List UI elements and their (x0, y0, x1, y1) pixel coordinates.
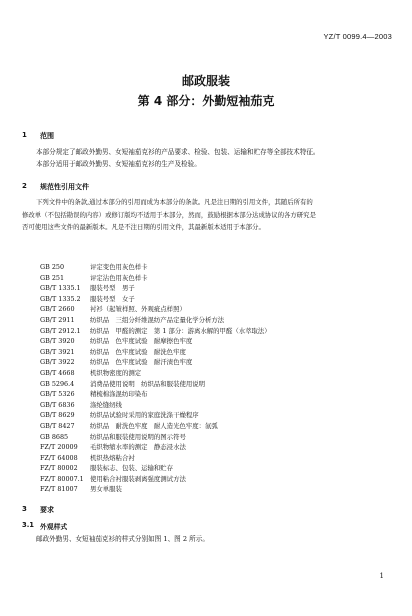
section-1-body (22, 146, 386, 170)
reference-code: GB/T 4668 (40, 368, 75, 377)
reference-item (40, 410, 380, 421)
reference-title: 纺织品 三组分纤维混纺产品定量化学分析方法 (90, 315, 225, 324)
reference-item (40, 368, 380, 379)
reference-code: GB/T 8629 (40, 411, 75, 420)
reference-title: 纺织品 甲醛的测定 第 1 部分：游离水解的甲醛（水萃取法） (90, 326, 271, 335)
reference-item (40, 442, 380, 453)
paragraph: 邮政外勤男、女短袖茄克衫的样式分别如图 1、图 2 所示。 (36, 535, 209, 543)
reference-code: GB 250 (40, 263, 65, 271)
reference-item (40, 326, 380, 337)
reference-code: GB/T 8427 (40, 421, 75, 430)
reference-code: FZ/T 80007.1 (40, 474, 84, 483)
reference-title: 纺织品和服装使用说明的图示符号 (90, 432, 186, 441)
reference-title: 纺织品 色牢度试验 耐洗色牢度 (90, 347, 186, 356)
reference-title: 毛织物缩水率的测定 静态浸水法 (90, 443, 186, 452)
reference-item (40, 484, 380, 495)
reference-item (40, 400, 380, 411)
subsection-number: 3.1 (22, 521, 35, 529)
reference-title: 纺织品 色牢度试验 耐摩擦色牢度 (90, 337, 193, 346)
section-number: 1 (22, 131, 27, 139)
reference-title: 衬衫（起皱样照、外观疵点样照） (90, 305, 186, 314)
section-3-heading (22, 505, 54, 515)
paragraph-line: 否可使用这些文件的最新版本。凡是不注日期的引用文件，其最新版本适用于本部分。 (22, 223, 265, 231)
paragraph-line: 下列文件中的条款,通过本部分的引用而成为本部分的条款。凡是注日期的引用文件，其随后所有的 (36, 198, 313, 206)
reference-title: 服装号型 男子 (90, 284, 135, 293)
reference-title: 机织热熔粘合衬 (90, 453, 135, 462)
document-subtitle: 第 4 部分：外勤短袖茄克 (137, 94, 275, 108)
reference-item (40, 453, 380, 464)
page-number: 1 (379, 572, 384, 580)
reference-item (40, 347, 380, 358)
reference-title: 使用粘合衬服装剥离强度测试方法 (90, 474, 186, 483)
reference-code: FZ/T 81007 (40, 485, 78, 494)
reference-title: 服装号型 女子 (90, 294, 135, 303)
reference-item (40, 474, 380, 485)
reference-item (40, 421, 380, 432)
reference-code: GB 5296.4 (40, 379, 75, 388)
reference-list (40, 262, 380, 495)
reference-code: GB/T 6836 (40, 400, 75, 409)
subsection-3-1-heading (22, 521, 67, 531)
reference-code: GB/T 1335.1 (40, 284, 81, 293)
reference-code: GB 251 (40, 273, 65, 282)
reference-code: GB/T 3921 (40, 347, 75, 356)
reference-title: 涤纶缝纫线 (90, 400, 122, 409)
reference-item (40, 379, 380, 390)
reference-title: 精梳棉涤混纺印染布 (90, 390, 148, 399)
reference-title: 纺织品 耐洗色牢度 耐人造光色牢度：氙弧 (90, 421, 218, 430)
reference-code: GB/T 3922 (40, 358, 75, 367)
section-title: 范围 (40, 132, 54, 140)
reference-item (40, 262, 380, 273)
reference-item (40, 432, 380, 443)
subsection-title: 外观样式 (40, 523, 68, 531)
reference-item (40, 294, 380, 305)
paragraph: 本部分规定了邮政外勤男、女短袖茄克衫的产品要求、检验、包装、运输和贮存等全部技术特征。 (36, 148, 320, 156)
reference-code: GB/T 2912.1 (40, 326, 81, 335)
reference-title: 服装标志、包装、运输和贮存 (90, 464, 174, 473)
reference-item (40, 273, 380, 284)
reference-code: GB/T 3920 (40, 337, 75, 346)
reference-title: 男女单服装 (90, 485, 122, 494)
reference-item (40, 315, 380, 326)
section-2-intro (22, 196, 386, 234)
reference-title: 机织物密度的测定 (90, 368, 142, 377)
reference-item (40, 389, 380, 400)
reference-code: FZ/T 80002 (40, 464, 78, 473)
document-title: 邮政服装 (181, 74, 230, 88)
reference-code: FZ/T 20009 (40, 443, 78, 452)
reference-code: GB/T 5326 (40, 390, 75, 399)
reference-item (40, 357, 380, 368)
section-title: 规范性引用文件 (40, 183, 89, 191)
reference-title: 评定变色用灰色样卡 (90, 263, 148, 271)
reference-item (40, 283, 380, 294)
section-2-heading (22, 182, 89, 192)
section-1-heading (22, 131, 54, 141)
reference-title: 纺织品 色牢度试验 耐汗渍色牢度 (90, 358, 193, 367)
reference-code: GB 8685 (40, 432, 69, 441)
section-number: 2 (22, 182, 27, 190)
reference-item (40, 463, 380, 474)
reference-code: FZ/T 64008 (40, 453, 78, 462)
paragraph-line: 修改单（不包括勘误的内容）或修订版均不适用于本部分，然而，鼓励根据本部分达成协议的各方研究是 (22, 210, 316, 219)
reference-code: GB/T 1335.2 (40, 294, 81, 303)
reference-code: GB/T 2660 (40, 305, 75, 314)
reference-title: 评定沾色用灰色样卡 (90, 273, 148, 282)
paragraph: 本部分适用于邮政外勤男、女短袖茄克衫的生产及检验。 (36, 160, 201, 168)
reference-title: 纺织品试验时采用的家庭洗涤干燥程序 (90, 411, 199, 420)
standard-code: YZ/T 0099.4—2003 (323, 32, 392, 41)
reference-code: GB/T 2911 (40, 315, 75, 324)
reference-item (40, 304, 380, 315)
section-number: 3 (22, 505, 27, 513)
reference-item (40, 336, 380, 347)
section-title: 要求 (40, 506, 54, 514)
subsection-3-1-body (22, 533, 386, 545)
reference-title: 消费品使用说明 纺织品和服装使用说明 (90, 379, 206, 388)
